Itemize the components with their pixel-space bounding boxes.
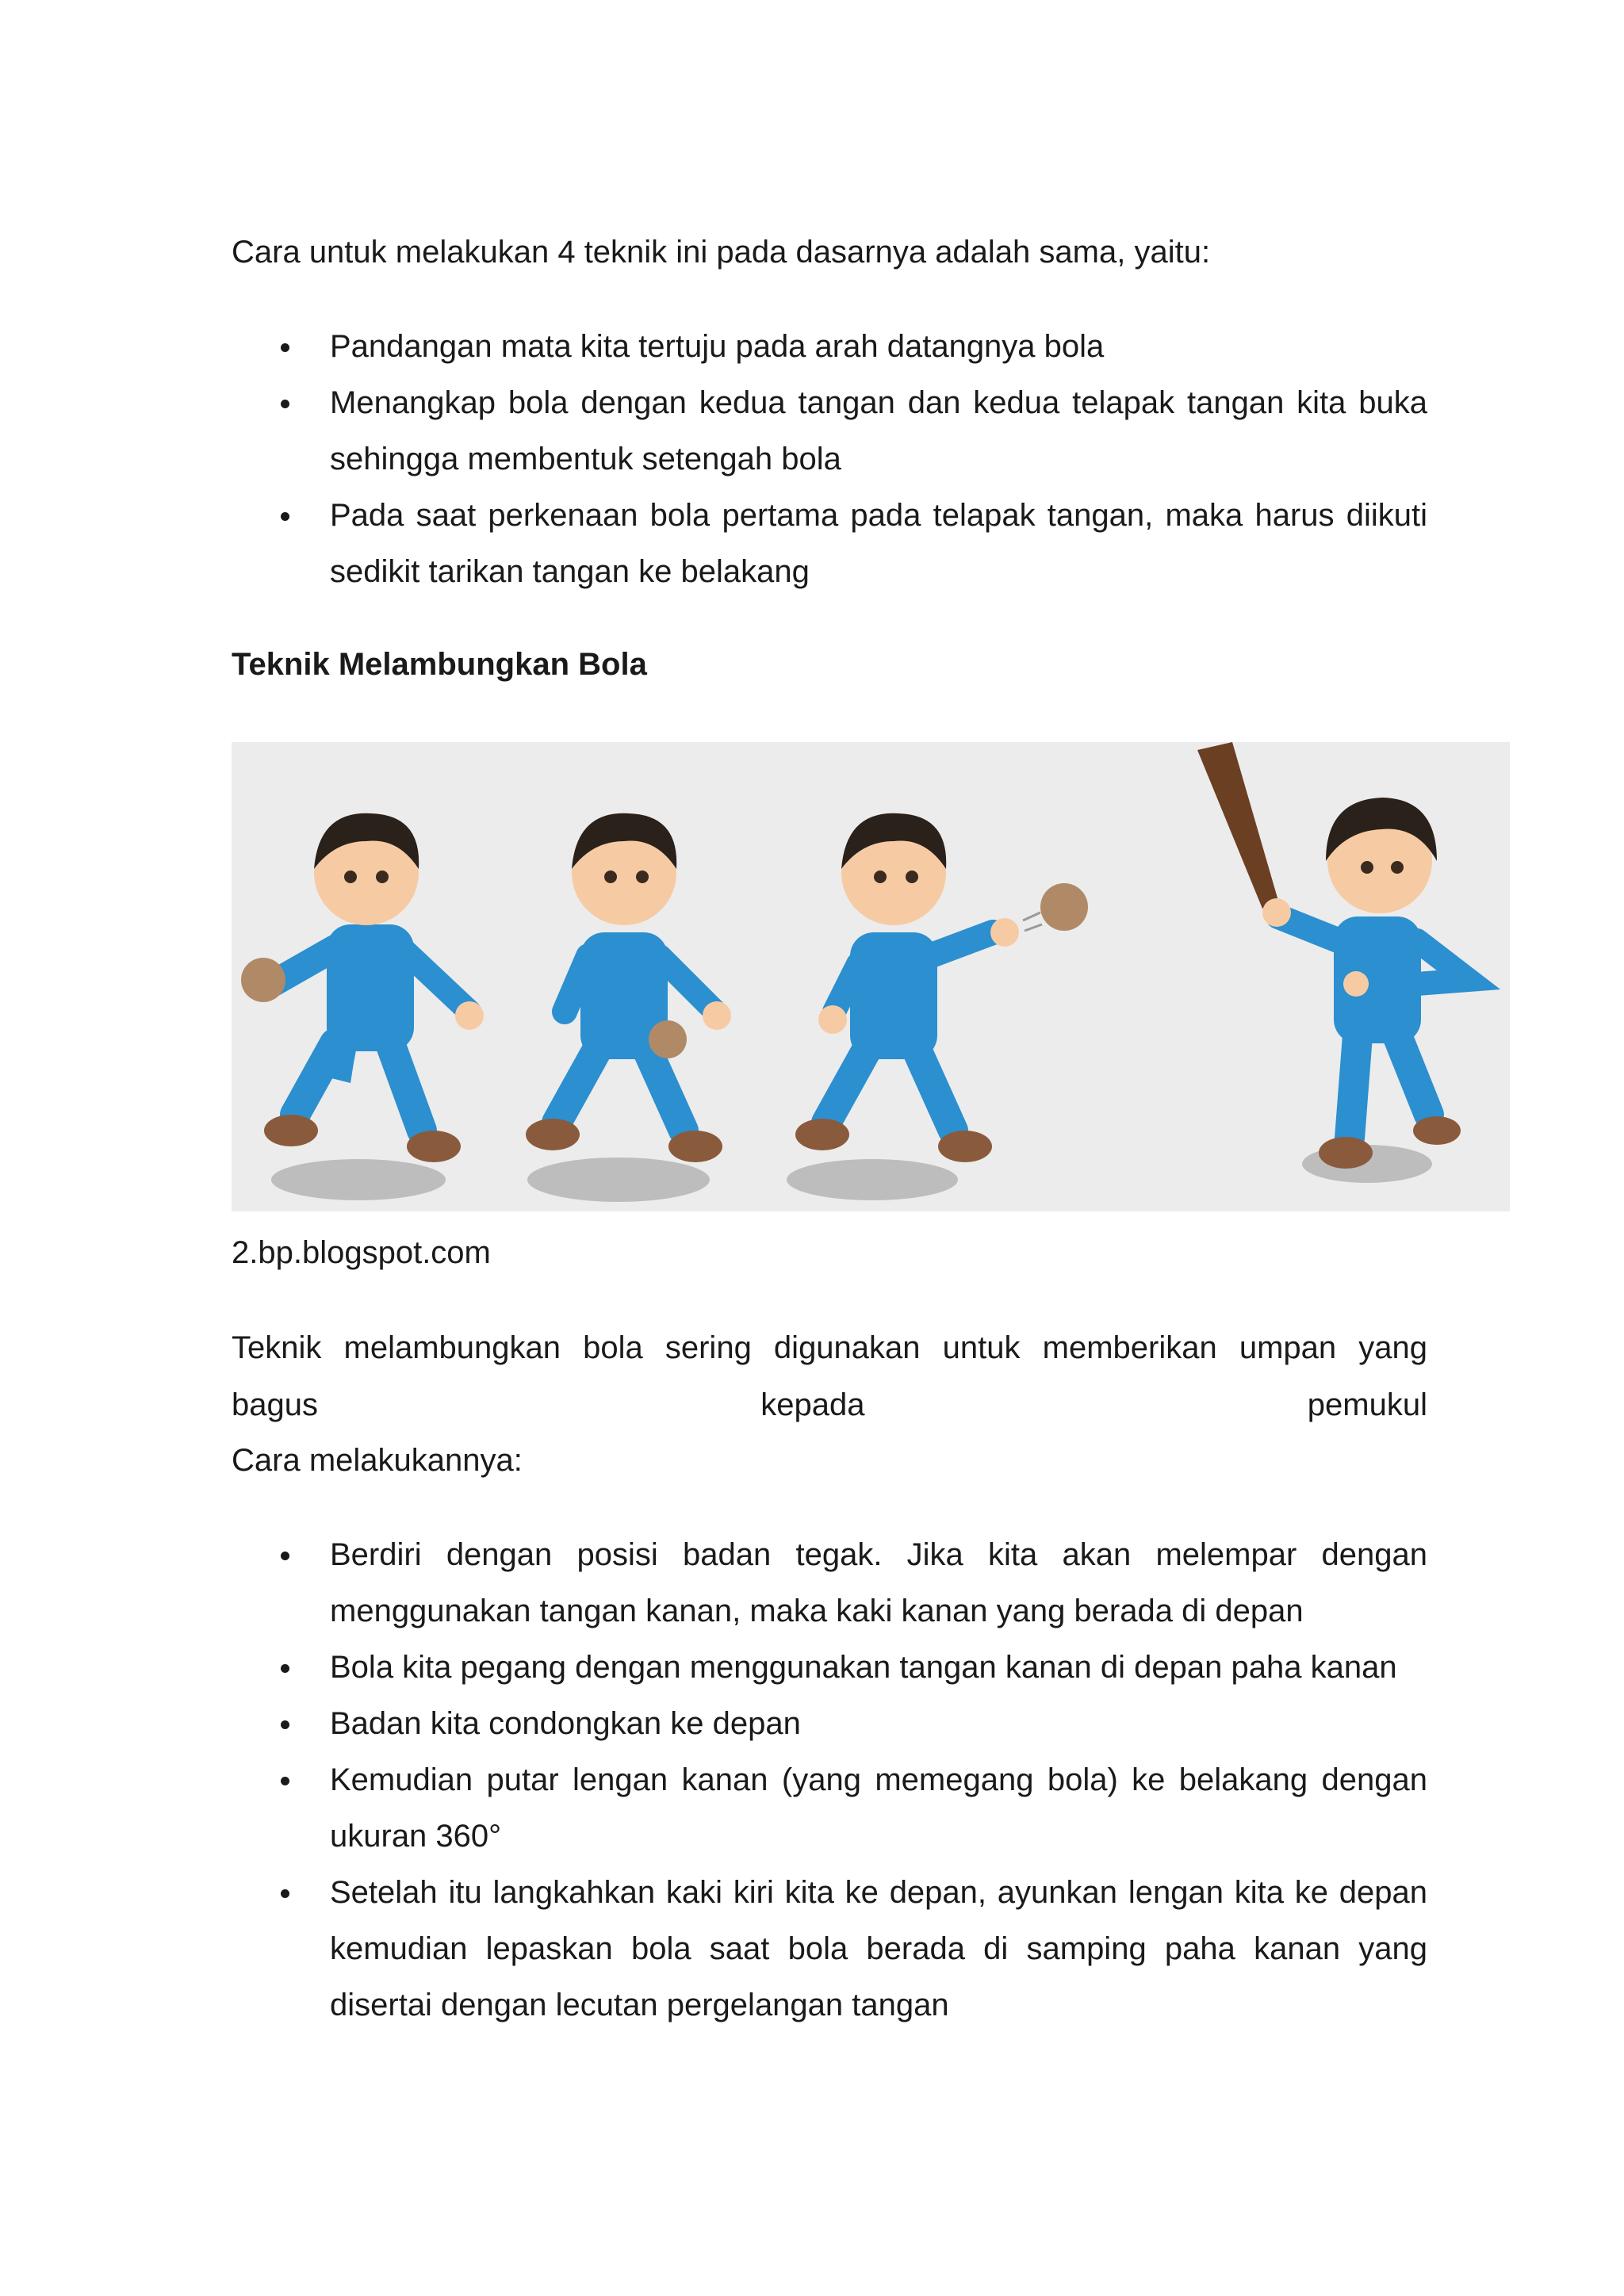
section-heading: Teknik Melambungkan Bola [232,647,647,682]
figure-kid-batter [1197,742,1469,1169]
list-item: Pandangan mata kita tertuju pada arah datangnya bola [232,319,1427,375]
figure-kid-2 [526,813,731,1162]
list-item: Pada saat perkenaan bola pertama pada telapak tangan, maka harus diikuti sedikit tarikan tangan ke belakang [232,488,1427,600]
throwing-sequence-illustration [232,742,1510,1211]
list-item: Setelah itu langkahkan kaki kiri kita ke depan, ayunkan lengan kita ke depan kemudian lepaskan bola saat bola berada di samping paha kanan yang disertai dengan lecutan pergelangan tangan [232,1865,1427,2034]
steps-list [232,1527,1427,2034]
figure-kid-3 [795,813,1088,1162]
bullet-icon [281,1889,289,1898]
bullet-icon [281,343,289,352]
intro-paragraph: Cara untuk melakukan 4 teknik ini pada dasarnya adalah sama, yaitu: [232,235,1211,270]
figure-kid-1 [241,813,484,1162]
list-item: Badan kita condongkan ke depan [232,1696,1427,1752]
bullet-icon [281,1777,289,1785]
bullet-icon [281,1664,289,1673]
figure-caption: 2.bp.blogspot.com [232,1235,491,1270]
bullet-icon [281,1552,289,1560]
shadow-shape [527,1158,710,1202]
list-item: Kemudian putar lengan kanan (yang memegang bola) ke belakang dengan ukuran 360° [232,1752,1427,1865]
shadow-shape [271,1159,446,1200]
paragraph-line: Teknik melambungkan bola sering digunakan untuk memberikan umpan yang [232,1330,1427,1365]
list-item: Bola kita pegang dengan menggunakan tangan kanan di depan paha kanan [232,1640,1427,1696]
bullet-icon [281,1720,289,1729]
paragraph-word: kepada [760,1387,865,1422]
paragraph-line: Cara melakukannya: [232,1443,523,1478]
bullet-icon [281,512,289,521]
illustration-figure [232,742,1510,1211]
list-item: Menangkap bola dengan kedua tangan dan kedua telapak tangan kita buka sehingga membentuk setengah bola [232,375,1427,488]
paragraph-word: bagus [232,1387,318,1422]
list-item: Berdiri dengan posisi badan tegak. Jika kita akan melempar dengan menggunakan tangan kanan, maka kaki kanan yang berada di depan [232,1527,1427,1640]
paragraph-word: pemukul [1307,1387,1427,1422]
bullet-icon [281,400,289,408]
technique-steps-list [232,319,1427,600]
paragraph-line [232,1376,1427,1433]
shadow-shape [787,1159,958,1200]
